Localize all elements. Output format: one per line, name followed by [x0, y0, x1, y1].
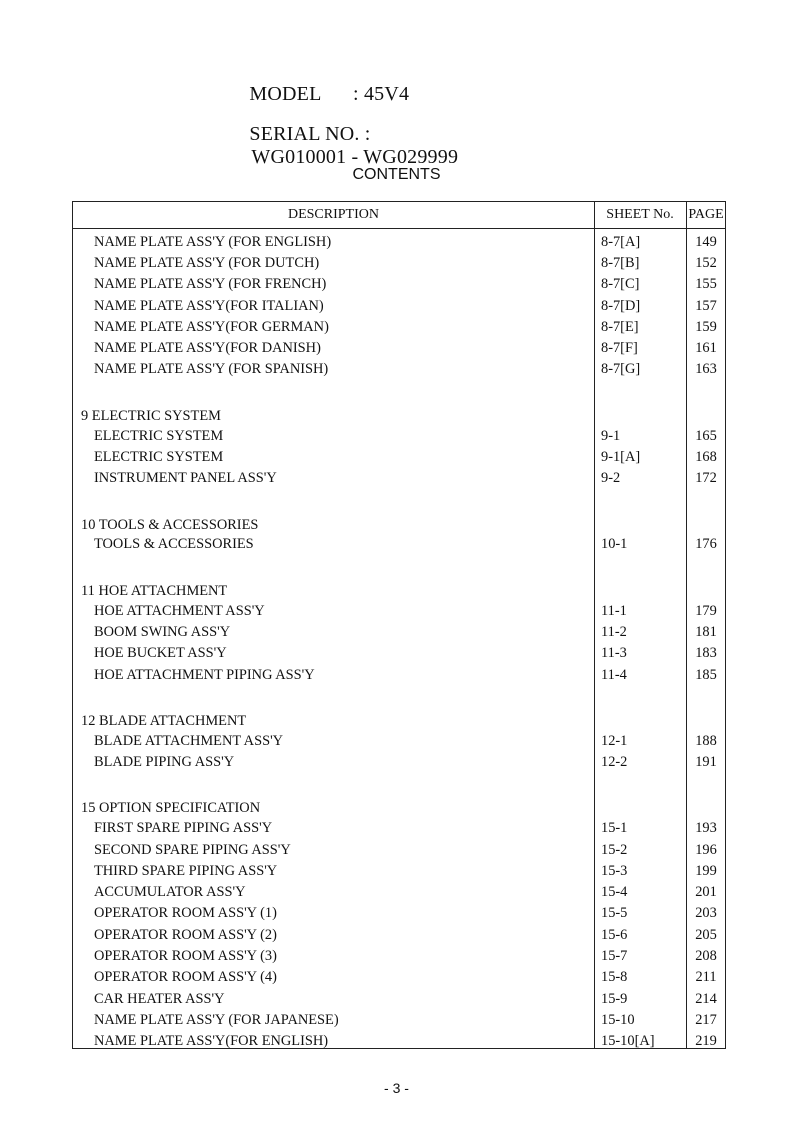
row-description: NAME PLATE ASS'Y (FOR SPANISH) [94, 361, 329, 377]
row-description: CAR HEATER ASS'Y [94, 991, 225, 1007]
row-page: 168 [695, 449, 717, 465]
table-row [73, 338, 725, 358]
row-description: BOOM SWING ASS'Y [94, 624, 231, 640]
section-heading: 11 HOE ATTACHMENT [81, 583, 228, 599]
table-row [73, 903, 725, 923]
row-sheet-no: 8-7[B] [601, 255, 640, 271]
table-row [73, 1010, 725, 1030]
serial-label: SERIAL NO. : [249, 123, 371, 145]
row-description: BLADE ATTACHMENT ASS'Y [94, 733, 284, 749]
row-sheet-no: 11-3 [601, 645, 627, 661]
row-description: HOE ATTACHMENT PIPING ASS'Y [94, 667, 315, 683]
serial-line [239, 100, 458, 169]
row-page: 185 [695, 667, 717, 683]
section-heading: 12 BLADE ATTACHMENT [81, 713, 247, 729]
table-row [73, 1031, 725, 1051]
row-sheet-no: 9-2 [601, 470, 621, 486]
row-page: 161 [695, 340, 717, 356]
section-heading: 9 ELECTRIC SYSTEM [81, 408, 221, 424]
row-sheet-no: 11-4 [601, 667, 627, 683]
table-row [73, 601, 725, 621]
header-divider [73, 228, 725, 229]
row-page: 159 [695, 319, 717, 335]
table-row [73, 468, 725, 488]
row-sheet-no: 15-5 [601, 905, 628, 921]
table-row [73, 840, 725, 860]
table-row [73, 296, 725, 316]
row-description: HOE ATTACHMENT ASS'Y [94, 603, 265, 619]
row-sheet-no: 12-1 [601, 733, 628, 749]
row-page: 157 [695, 298, 717, 314]
row-description: NAME PLATE ASS'Y(FOR DANISH) [94, 340, 321, 356]
row-description: NAME PLATE ASS'Y (FOR DUTCH) [94, 255, 320, 271]
row-sheet-no: 15-4 [601, 884, 628, 900]
section-heading: 15 OPTION SPECIFICATION [81, 800, 261, 816]
row-description: NAME PLATE ASS'Y(FOR ENGLISH) [94, 1033, 329, 1049]
model-value: : 45V4 [353, 83, 410, 105]
row-description: ACCUMULATOR ASS'Y [94, 884, 246, 900]
row-description: NAME PLATE ASS'Y (FOR JAPANESE) [94, 1012, 339, 1028]
row-sheet-no: 8-7[D] [601, 298, 641, 314]
row-description: NAME PLATE ASS'Y (FOR ENGLISH) [94, 234, 332, 250]
row-page: 152 [695, 255, 717, 271]
column-header-page: PAGE [688, 207, 724, 222]
row-sheet-no: 8-7[F] [601, 340, 638, 356]
row-sheet-no: 15-3 [601, 863, 628, 879]
table-row [73, 989, 725, 1009]
row-page: 199 [695, 863, 717, 879]
row-page: 201 [695, 884, 717, 900]
row-sheet-no: 11-2 [601, 624, 627, 640]
row-sheet-no: 15-9 [601, 991, 628, 1007]
table-row [73, 447, 725, 467]
table-row [73, 534, 725, 554]
row-description: HOE BUCKET ASS'Y [94, 645, 227, 661]
table-row [73, 232, 725, 252]
row-page: 219 [695, 1033, 717, 1049]
row-description: ELECTRIC SYSTEM [94, 449, 224, 465]
row-description: BLADE PIPING ASS'Y [94, 754, 235, 770]
table-row [73, 643, 725, 663]
serial-value: WG010001 - WG029999 [251, 146, 459, 168]
row-description: INSTRUMENT PANEL ASS'Y [94, 470, 277, 486]
table-row [73, 731, 725, 751]
row-description: OPERATOR ROOM ASS'Y (2) [94, 927, 277, 943]
row-page: 191 [695, 754, 717, 770]
section-heading-row [73, 406, 725, 426]
row-page: 149 [695, 234, 717, 250]
row-description: FIRST SPARE PIPING ASS'Y [94, 820, 273, 836]
row-page: 179 [695, 603, 717, 619]
row-page: 203 [695, 905, 717, 921]
table-row [73, 665, 725, 685]
contents-title: CONTENTS [352, 166, 441, 183]
row-sheet-no: 8-7[E] [601, 319, 639, 335]
section-heading-row [73, 711, 725, 731]
column-header-description: DESCRIPTION [287, 207, 379, 222]
table-row [73, 946, 725, 966]
row-page: 214 [695, 991, 717, 1007]
row-description: SECOND SPARE PIPING ASS'Y [94, 842, 291, 858]
row-description: OPERATOR ROOM ASS'Y (1) [94, 905, 277, 921]
row-sheet-no: 15-8 [601, 969, 628, 985]
table-row [73, 967, 725, 987]
row-sheet-no: 9-1[A] [601, 449, 641, 465]
row-sheet-no: 8-7[A] [601, 234, 641, 250]
row-sheet-no: 15-10[A] [601, 1033, 655, 1049]
row-sheet-no: 11-1 [601, 603, 627, 619]
table-row [73, 317, 725, 337]
row-sheet-no: 8-7[C] [601, 276, 640, 292]
row-page: 181 [695, 624, 717, 640]
row-description: TOOLS & ACCESSORIES [94, 536, 254, 552]
table-row [73, 253, 725, 273]
section-heading: 10 TOOLS & ACCESSORIES [81, 517, 259, 533]
row-sheet-no: 15-7 [601, 948, 628, 964]
table-row [73, 359, 725, 379]
row-page: 183 [695, 645, 717, 661]
row-description: OPERATOR ROOM ASS'Y (4) [94, 969, 277, 985]
row-page: 193 [695, 820, 717, 836]
row-page: 188 [695, 733, 717, 749]
table-row [73, 274, 725, 294]
row-page: 205 [695, 927, 717, 943]
row-sheet-no: 15-1 [601, 820, 628, 836]
row-sheet-no: 15-10 [601, 1012, 635, 1028]
row-description: NAME PLATE ASS'Y (FOR FRENCH) [94, 276, 327, 292]
table-row [73, 752, 725, 772]
row-page: 155 [695, 276, 717, 292]
row-sheet-no: 9-1 [601, 428, 621, 444]
contents-table [72, 201, 726, 1049]
row-page: 163 [695, 361, 717, 377]
row-description: NAME PLATE ASS'Y(FOR GERMAN) [94, 319, 329, 335]
section-heading-row [73, 581, 725, 601]
row-page: 196 [695, 842, 717, 858]
row-page: 208 [695, 948, 717, 964]
section-heading-row [73, 798, 725, 818]
row-page: 176 [695, 536, 717, 552]
row-sheet-no: 15-2 [601, 842, 628, 858]
section-heading-row [73, 515, 725, 535]
table-row [73, 622, 725, 642]
table-row [73, 861, 725, 881]
row-page: 165 [695, 428, 717, 444]
row-sheet-no: 10-1 [601, 536, 628, 552]
row-sheet-no: 12-2 [601, 754, 628, 770]
table-row [73, 882, 725, 902]
row-sheet-no: 15-6 [601, 927, 628, 943]
row-description: ELECTRIC SYSTEM [94, 428, 224, 444]
column-header-sheet: SHEET No. [606, 207, 674, 222]
table-row [73, 426, 725, 446]
row-description: NAME PLATE ASS'Y(FOR ITALIAN) [94, 298, 324, 314]
row-sheet-no: 8-7[G] [601, 361, 641, 377]
table-row [73, 818, 725, 838]
model-label: MODEL [249, 83, 322, 105]
row-page: 217 [695, 1012, 717, 1028]
row-page: 211 [695, 969, 717, 985]
row-description: OPERATOR ROOM ASS'Y (3) [94, 948, 277, 964]
row-page: 172 [695, 470, 717, 486]
row-description: THIRD SPARE PIPING ASS'Y [94, 863, 278, 879]
page-number: - 3 - [384, 1080, 409, 1096]
table-row [73, 925, 725, 945]
